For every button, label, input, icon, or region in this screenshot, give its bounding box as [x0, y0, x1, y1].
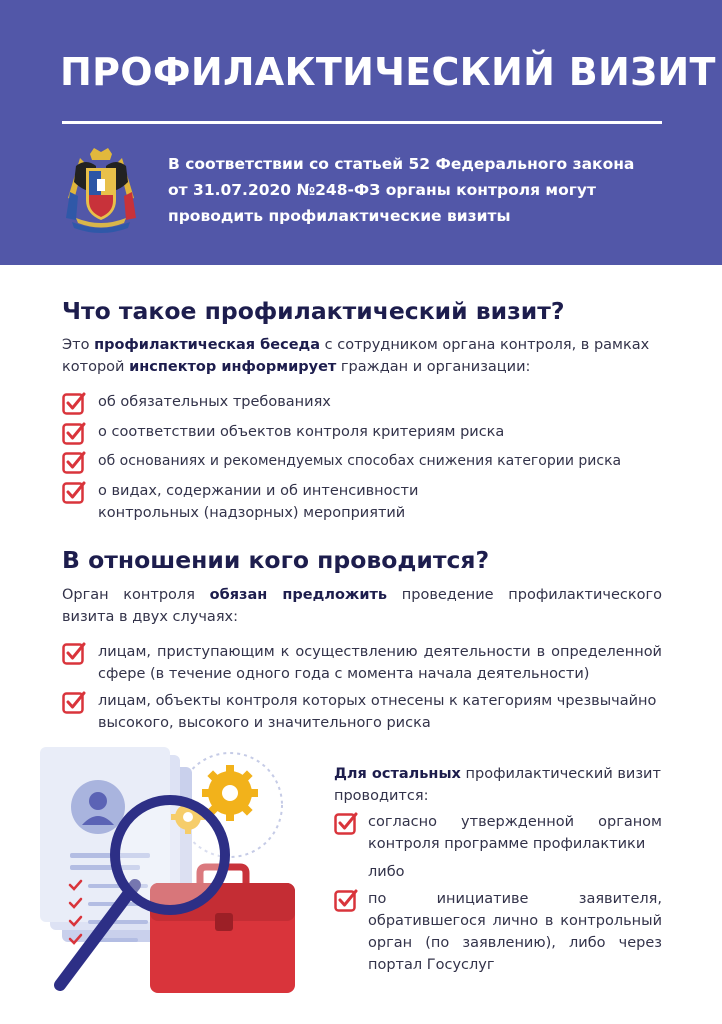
- header-banner: [0, 0, 722, 265]
- what-paragraph: Это профилактическая беседа с сотрудником органа контроля, в рамках которой инспектор информирует граждан и организации:: [62, 337, 650, 375]
- law-reference: [168, 151, 668, 229]
- law-line-1: В соответствии со статьей 52 Федерального закона: [168, 155, 635, 173]
- or-text: либо: [368, 864, 405, 880]
- checkbox-check-icon: [334, 811, 358, 835]
- list-item-text: по инициативе заявителя, обратившегося лично в контрольный орган (по заявлению), либо через портал Госуслуг: [368, 891, 662, 973]
- list-item-text: о соответствии объектов контроля критериям риска: [98, 424, 505, 440]
- coat-of-arms-icon: [62, 148, 140, 234]
- inspection-illustration: [40, 745, 325, 1010]
- checkbox-check-icon: [62, 641, 86, 665]
- checkbox-check-icon: [62, 450, 86, 474]
- list-item-text: лицам, объекты контроля которых отнесены к категориям чрезвычайно высокого, высокого и значительного риска: [98, 693, 657, 731]
- checkbox-check-icon: [62, 421, 86, 445]
- whom-paragraph: Орган контроля обязан предложить проведение профилактического визита в двух случаях:: [62, 587, 663, 625]
- checkbox-check-icon: [62, 480, 86, 504]
- list-item-text: об обязательных требованиях: [98, 394, 331, 410]
- checkbox-check-icon: [62, 690, 86, 714]
- checkbox-check-icon: [62, 391, 86, 415]
- list-item-text: о видах, содержании и об интенсивности контрольных (надзорных) мероприятий: [98, 483, 419, 521]
- page-title: ПРОФИЛАКТИЧЕСКИЙ ВИЗИТ: [60, 50, 716, 94]
- law-line-2: от 31.07.2020 №248-ФЗ органы контроля могут: [168, 181, 596, 199]
- list-item-text: об основаниях и рекомендуемых способах снижения категории риска: [98, 453, 622, 469]
- list-item-text: лицам, приступающим к осуществлению деятельности в определенной сфере (в течение одного года с момента начала деятельности): [98, 644, 662, 682]
- law-line-3: проводить профилактические визиты: [168, 207, 511, 225]
- others-paragraph: Для остальных профилактический визит проводится:: [334, 766, 661, 804]
- checkbox-check-icon: [334, 888, 358, 912]
- what-heading: Что такое профилактический визит?: [62, 297, 565, 325]
- whom-heading: В отношении кого проводится?: [62, 546, 490, 574]
- header-divider: [62, 121, 662, 124]
- list-item-text: согласно утвержденной органом контроля программе профилактики: [368, 814, 662, 852]
